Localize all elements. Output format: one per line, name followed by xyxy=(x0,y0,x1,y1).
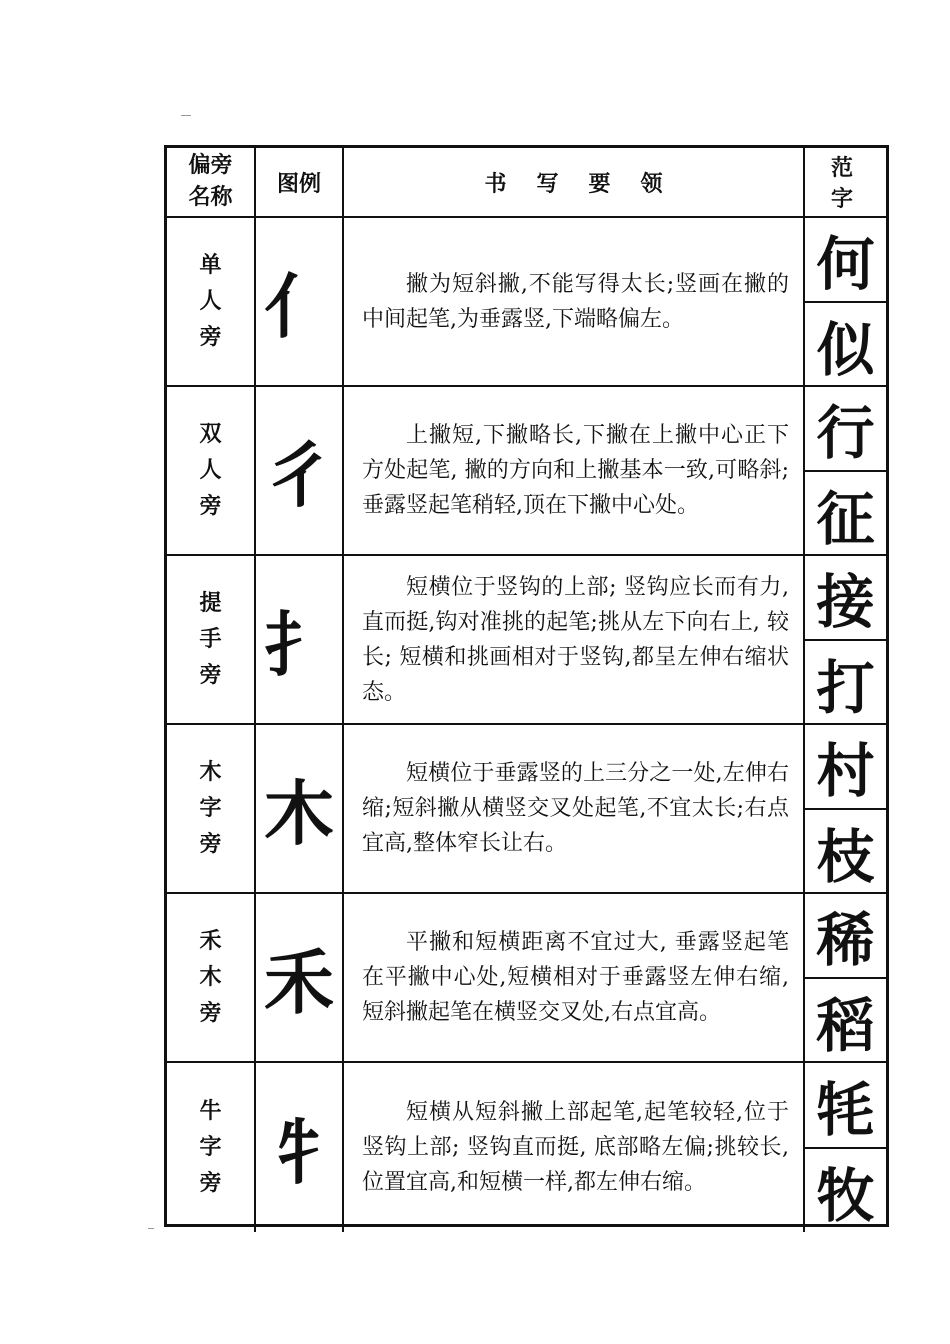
radical-name-char: 牛 xyxy=(199,1098,222,1124)
radical-glyph xyxy=(256,556,344,725)
radical-name-char: 旁 xyxy=(199,1000,222,1026)
example-characters xyxy=(805,218,886,387)
radical-glyph xyxy=(256,1063,344,1232)
writing-instructions xyxy=(344,1063,805,1232)
instruction-text: 撇为短斜撇,不能写得太长;竖画在撇的中间起笔,为垂露竖,下端略偏左。 xyxy=(362,271,789,332)
radical-glyph xyxy=(256,894,344,1063)
radical-name-char: 旁 xyxy=(199,324,222,350)
instruction-text: 短横从短斜撇上部起笔,起笔较轻,位于竖钩上部; 竖钩直而挺, 底部略左偏;挑较长,位置宜高,和短横一样,都左伸右缩。 xyxy=(362,1100,789,1195)
radical-glyph-char: 扌 xyxy=(264,603,334,686)
radical-table xyxy=(164,145,889,1230)
header-name-line1: 偏旁 xyxy=(188,153,233,178)
radical-glyph-char: 彳 xyxy=(264,434,334,517)
writing-instructions xyxy=(344,387,805,556)
radical-name-char: 旁 xyxy=(199,831,222,857)
writing-instructions xyxy=(344,725,805,894)
example-char: 似 xyxy=(805,301,886,387)
radical-name xyxy=(167,387,256,556)
instruction-text: 上撇短,下撇略长,下撇在上撇中心正下方处起笔, 撇的方向和上撇基本一致,可略斜;垂露竖起笔稍轻,顶在下撇中心处。 xyxy=(362,423,789,518)
radical-name xyxy=(167,1063,256,1232)
radical-glyph xyxy=(256,218,344,387)
example-char: 征 xyxy=(805,470,886,556)
scan-mark xyxy=(148,1228,154,1229)
radical-name-char: 旁 xyxy=(199,493,222,519)
radical-name-char: 人 xyxy=(199,288,222,314)
example-char: 稻 xyxy=(805,977,886,1063)
radical-name xyxy=(167,894,256,1063)
radical-name-char: 旁 xyxy=(199,662,222,688)
instruction-text: 短横位于竖钩的上部; 竖钩应长而有力,直而挺,钩对准挑的起笔;挑从左下向右上, 较长; 短横和挑画相对于竖钩,都呈左伸右缩状态。 xyxy=(362,574,789,705)
example-char: 行 xyxy=(816,398,875,467)
header-radical-name xyxy=(167,148,256,218)
header-example-icon-label: 图例 xyxy=(276,171,321,197)
radical-name-char: 禾 xyxy=(199,928,222,954)
radical-name xyxy=(167,218,256,387)
example-characters xyxy=(805,1063,886,1232)
header-requirements-label: 书写要领 xyxy=(484,171,693,197)
radical-name-char: 字 xyxy=(199,795,222,821)
radical-glyph xyxy=(256,725,344,894)
example-characters xyxy=(805,387,886,556)
writing-instructions xyxy=(344,894,805,1063)
radical-name-char: 双 xyxy=(199,421,222,447)
header-requirements xyxy=(344,148,805,218)
radical-name-char: 旁 xyxy=(199,1170,222,1196)
radical-glyph-char: 亻 xyxy=(264,265,334,348)
radical-glyph-char: 禾 xyxy=(264,941,334,1024)
radical-glyph-char: 牜 xyxy=(264,1111,334,1194)
example-char: 牦 xyxy=(816,1075,875,1144)
header-name-line2: 名称 xyxy=(188,185,233,210)
example-characters xyxy=(805,725,886,894)
example-char: 打 xyxy=(805,639,886,725)
example-char: 何 xyxy=(816,229,875,298)
example-char: 接 xyxy=(816,567,875,636)
radical-name xyxy=(167,556,256,725)
radical-name-char: 手 xyxy=(199,626,222,652)
radical-name-char: 字 xyxy=(199,1134,222,1160)
example-char: 村 xyxy=(816,736,875,805)
radical-glyph-char: 木 xyxy=(264,772,334,855)
radical-name xyxy=(167,725,256,894)
radical-name-char: 人 xyxy=(199,457,222,483)
radical-name-char: 木 xyxy=(199,759,222,785)
example-char: 牧 xyxy=(805,1147,886,1233)
radical-name-char: 单 xyxy=(199,252,222,278)
example-char: 稀 xyxy=(816,905,875,974)
scan-mark xyxy=(181,115,191,116)
example-characters xyxy=(805,556,886,725)
writing-instructions xyxy=(344,556,805,725)
radical-name-char: 木 xyxy=(199,964,222,990)
example-characters xyxy=(805,894,886,1063)
header-example-icon xyxy=(256,148,344,218)
instruction-text: 平撇和短横距离不宜过大, 垂露竖起笔在平撇中心处,短横相对于垂露竖左伸右缩,短斜撇起笔在横竖交叉处,右点宜高。 xyxy=(362,930,789,1025)
instruction-text: 短横位于垂露竖的上三分之一处,左伸右缩;短斜撇从横竖交叉处起笔,不宜太长;右点宜高,整体窄长让右。 xyxy=(362,761,789,856)
header-examples xyxy=(805,148,886,218)
radical-name-char: 提 xyxy=(199,590,222,616)
radical-glyph xyxy=(256,387,344,556)
writing-instructions xyxy=(344,218,805,387)
header-examples-label: 范字 xyxy=(831,156,884,212)
example-char: 枝 xyxy=(805,808,886,894)
